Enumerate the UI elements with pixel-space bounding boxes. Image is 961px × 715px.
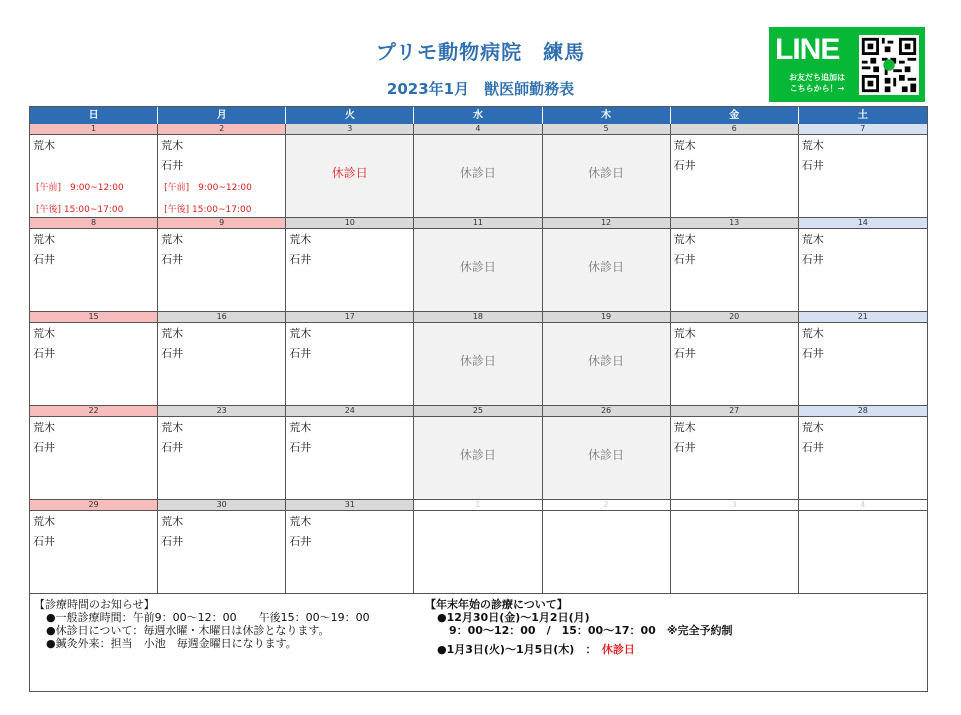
day-number: 28 <box>799 406 927 417</box>
calendar-week-row <box>30 500 927 594</box>
staff-name: 荒木 <box>801 421 824 434</box>
staff-name: 荒木 <box>33 139 55 152</box>
calendar-day-cell <box>30 406 158 500</box>
day-number: 1 <box>414 500 541 511</box>
staff-name: 石井 <box>801 253 824 266</box>
staff-name: 石井 <box>161 347 184 360</box>
staff-name: 荒木 <box>289 421 312 434</box>
day-number: 16 <box>158 312 285 323</box>
day-number: 5 <box>543 124 670 135</box>
calendar-day-cell <box>799 218 927 312</box>
day-number: 11 <box>414 218 541 229</box>
staff-name: 石井 <box>801 159 824 172</box>
calendar-day-cell <box>414 218 542 312</box>
day-number: 20 <box>671 312 798 323</box>
day-number: 4 <box>414 124 541 135</box>
calendar-day-cell <box>799 124 927 218</box>
day-number: 21 <box>799 312 927 323</box>
calendar-day-cell <box>543 218 671 312</box>
calendar-day-cell <box>286 500 414 594</box>
calendar-day-cell <box>671 406 799 500</box>
calendar-day-cell <box>286 218 414 312</box>
day-number: 3 <box>286 124 413 135</box>
new-year-closed-label: 休診日 <box>601 643 635 656</box>
closed-day-label: 休診日 <box>588 448 625 462</box>
acupuncture-line: ●鍼灸外来：担当 小池 毎週金曜日になります。 <box>46 637 297 650</box>
day-number: 4 <box>799 500 927 511</box>
day-number: 1 <box>30 124 157 135</box>
calendar-day-cell <box>414 500 542 594</box>
calendar-day-cell <box>543 500 671 594</box>
calendar-day-cell <box>671 218 799 312</box>
calendar-day-cell <box>414 406 542 500</box>
staff-name: 石井 <box>289 253 312 266</box>
calendar-table <box>29 106 928 692</box>
day-number: 2 <box>543 500 670 511</box>
day-number: 19 <box>543 312 670 323</box>
staff-name: 石井 <box>33 347 55 360</box>
staff-name: 石井 <box>161 159 184 172</box>
staff-name: 荒木 <box>161 139 184 152</box>
staff-name: 石井 <box>161 441 184 454</box>
afternoon-hours: [午後] 15:00~17:00 <box>164 205 252 215</box>
staff-name: 荒木 <box>33 327 55 340</box>
new-year-notice <box>425 598 733 656</box>
calendar-day-cell <box>158 218 286 312</box>
calendar-day-cell <box>30 312 158 406</box>
day-number: 26 <box>543 406 670 417</box>
staff-name: 荒木 <box>289 327 312 340</box>
closed-day-label: 休診日 <box>331 166 368 180</box>
closed-day-label: 休診日 <box>588 166 625 180</box>
calendar-day-cell <box>158 312 286 406</box>
weekday-mon: 月 <box>158 107 286 124</box>
calendar-day-cell <box>414 124 542 218</box>
staff-name: 石井 <box>673 253 696 266</box>
closed-day-label: 休診日 <box>588 260 625 274</box>
staff-name: 石井 <box>801 441 824 454</box>
day-number: 13 <box>671 218 798 229</box>
day-number: 30 <box>158 500 285 511</box>
calendar-day-cell <box>799 406 927 500</box>
new-year-closed-dates: ●1月3日(火)～1月5日(木) ： <box>437 643 591 656</box>
morning-hours: [午前] 9:00~12:00 <box>36 183 124 193</box>
calendar-day-cell <box>30 124 158 218</box>
calendar-weeks <box>30 124 927 594</box>
staff-name: 荒木 <box>801 327 824 340</box>
calendar-day-cell <box>799 500 927 594</box>
staff-name: 荒木 <box>33 233 55 246</box>
calendar-day-cell <box>414 312 542 406</box>
staff-name: 荒木 <box>673 327 696 340</box>
day-number: 29 <box>30 500 157 511</box>
day-number: 14 <box>799 218 927 229</box>
day-number: 7 <box>799 124 927 135</box>
staff-name: 石井 <box>673 441 696 454</box>
staff-name: 石井 <box>33 441 55 454</box>
calendar-day-cell <box>158 500 286 594</box>
staff-name: 荒木 <box>673 139 696 152</box>
new-year-heading: 【年末年始の診療について】 <box>425 598 568 611</box>
line-add-friend-badge[interactable] <box>769 27 925 102</box>
staff-name: 荒木 <box>161 515 184 528</box>
morning-hours: [午前] 9:00~12:00 <box>164 183 252 193</box>
line-caption-line1: お友だち追加は <box>789 73 845 82</box>
weekday-sun: 日 <box>30 107 158 124</box>
staff-name: 石井 <box>801 347 824 360</box>
staff-name: 荒木 <box>673 421 696 434</box>
calendar-grid <box>30 107 927 594</box>
weekday-thu: 木 <box>543 107 671 124</box>
staff-name: 荒木 <box>801 139 824 152</box>
day-number: 8 <box>30 218 157 229</box>
weekday-tue: 火 <box>286 107 414 124</box>
day-number: 9 <box>158 218 285 229</box>
general-hours-line: ●一般診療時間：午前9：00～12：00 午後15：00～19：00 <box>46 611 370 624</box>
line-badge-caption <box>777 72 857 94</box>
staff-name: 荒木 <box>801 233 824 246</box>
staff-name: 石井 <box>289 535 312 548</box>
calendar-day-cell <box>286 312 414 406</box>
staff-name: 石井 <box>673 347 696 360</box>
new-year-closed-line <box>425 643 733 656</box>
line-logo-text: LINE <box>775 33 840 66</box>
day-number: 3 <box>671 500 798 511</box>
calendar-day-cell <box>543 406 671 500</box>
staff-name: 荒木 <box>33 421 55 434</box>
calendar-day-cell <box>543 124 671 218</box>
weekday-wed: 水 <box>414 107 542 124</box>
calendar-day-cell <box>286 406 414 500</box>
calendar-week-row <box>30 312 927 406</box>
staff-name: 石井 <box>161 535 184 548</box>
day-number: 22 <box>30 406 157 417</box>
staff-name: 石井 <box>289 441 312 454</box>
day-number: 18 <box>414 312 541 323</box>
staff-name: 石井 <box>33 253 55 266</box>
day-number: 12 <box>543 218 670 229</box>
closed-day-label: 休診日 <box>588 354 625 368</box>
notes-section <box>30 598 927 691</box>
weekday-fri: 金 <box>671 107 799 124</box>
staff-name: 荒木 <box>33 515 55 528</box>
qr-code-icon[interactable] <box>859 35 919 95</box>
weekday-header-row <box>30 107 927 124</box>
closed-days-line: ●休診日について：毎週水曜・木曜日は休診となります。 <box>46 624 330 637</box>
staff-name: 荒木 <box>673 233 696 246</box>
day-number: 15 <box>30 312 157 323</box>
day-number: 2 <box>158 124 285 135</box>
calendar-day-cell <box>543 312 671 406</box>
staff-name: 荒木 <box>289 515 312 528</box>
staff-name: 荒木 <box>289 233 312 246</box>
calendar-day-cell <box>671 500 799 594</box>
day-number: 27 <box>671 406 798 417</box>
staff-name: 石井 <box>289 347 312 360</box>
clinic-hours-heading: 【診療時間のお知らせ】 <box>34 598 155 611</box>
new-year-hours-line: 9：00～12：00 / 15：00～17：00 ※完全予約制 <box>449 624 733 637</box>
calendar-day-cell <box>158 406 286 500</box>
staff-name: 石井 <box>161 253 184 266</box>
day-number: 31 <box>286 500 413 511</box>
afternoon-hours: [午後] 15:00~17:00 <box>36 205 124 215</box>
calendar-day-cell <box>30 218 158 312</box>
day-number: 6 <box>671 124 798 135</box>
closed-day-label: 休診日 <box>459 260 496 274</box>
new-year-dates-line: ●12月30日(金)～1月2日(月) <box>437 611 590 624</box>
staff-name: 石井 <box>673 159 696 172</box>
calendar-day-cell <box>158 124 286 218</box>
calendar-week-row <box>30 124 927 218</box>
calendar-day-cell <box>286 124 414 218</box>
staff-name: 石井 <box>33 535 55 548</box>
calendar-week-row <box>30 218 927 312</box>
staff-name: 荒木 <box>161 327 184 340</box>
day-number: 17 <box>286 312 413 323</box>
calendar-day-cell <box>30 500 158 594</box>
day-number: 10 <box>286 218 413 229</box>
closed-day-label: 休診日 <box>459 166 496 180</box>
closed-day-label: 休診日 <box>459 448 496 462</box>
calendar-week-row <box>30 406 927 500</box>
staff-name: 荒木 <box>161 421 184 434</box>
page-subtitle: 2023年1月 獣医師勤務表 <box>386 80 575 98</box>
calendar-day-cell <box>799 312 927 406</box>
calendar-day-cell <box>671 312 799 406</box>
line-caption-line2: こちらから！→ <box>789 84 845 93</box>
weekday-sat: 土 <box>857 110 868 121</box>
closed-day-label: 休診日 <box>459 354 496 368</box>
staff-name: 荒木 <box>161 233 184 246</box>
day-number: 24 <box>286 406 413 417</box>
page-title: プリモ動物病院 練馬 <box>375 40 586 64</box>
clinic-hours-notice <box>34 598 370 650</box>
day-number: 23 <box>158 406 285 417</box>
calendar-day-cell <box>671 124 799 218</box>
day-number: 25 <box>414 406 541 417</box>
